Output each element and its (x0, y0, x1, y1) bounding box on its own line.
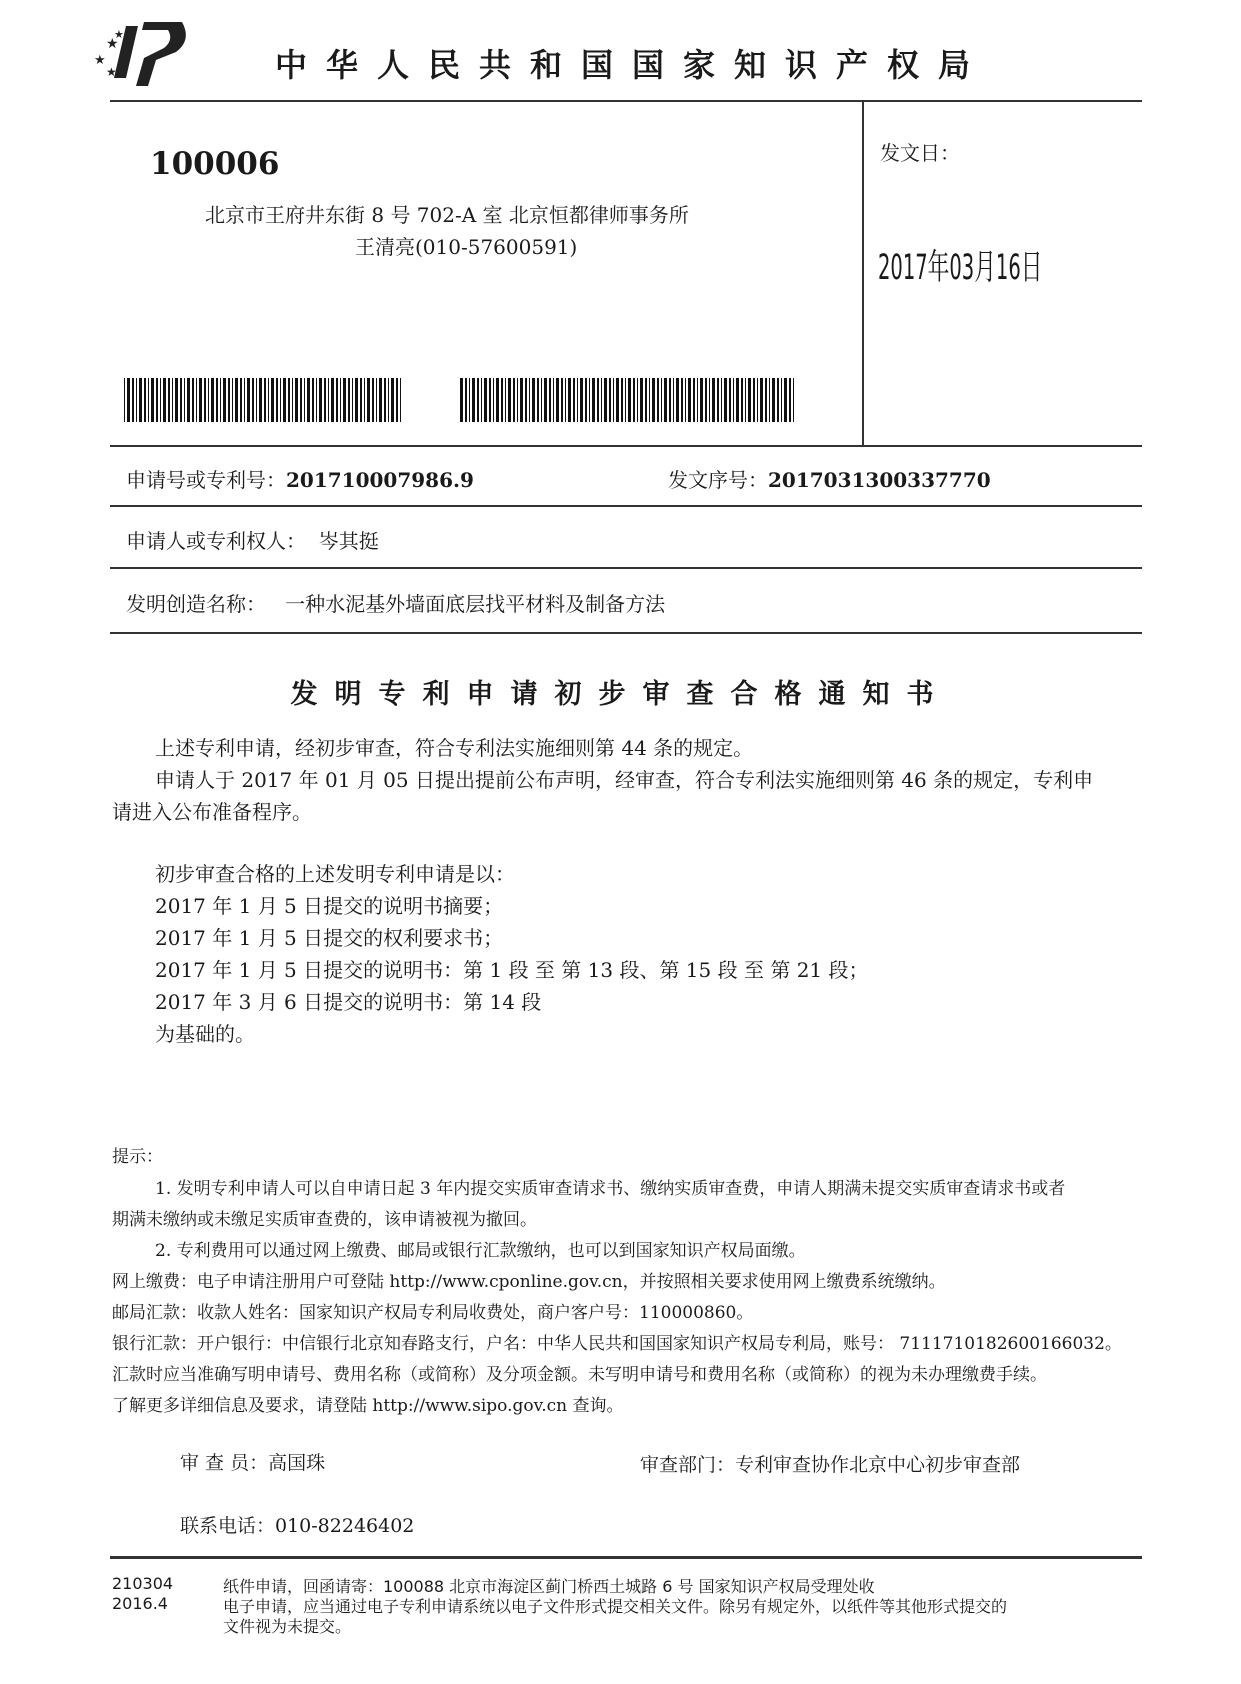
postcode: 100006 (150, 146, 280, 182)
note-1-line-1: 1. 发明专利申请人可以自申请日起 3 年内提交实质审查请求书、缴纳实质审查费，申请人期满未提交实质审查请求书或者 (155, 1179, 1066, 1199)
document-title: 发明专利申请初步审查合格通知书 (290, 679, 951, 710)
basis-item: 2017 年 3 月 6 日提交的说明书：第 14 段 (155, 990, 542, 1014)
row-divider (110, 505, 1142, 507)
note-more-info: 了解更多详细信息及要求，请登陆 http://www.sipo.gov.cn 查询。 (112, 1396, 624, 1416)
invention-title: 一种水泥基外墙面底层找平材料及制备方法 (285, 592, 666, 616)
barcode-right (460, 378, 795, 422)
sent-date-value: 2017年03月16日 (878, 248, 1043, 288)
note-bank-remittance: 银行汇款：开户银行：中信银行北京知春路支行，户名：中华人民共和国国家知识产权局专利局，账号： 7111710182600166032。 (112, 1334, 1122, 1354)
svg-text:★: ★ (106, 65, 117, 79)
recipient-contact: 王清亮(010-57600591) (355, 235, 578, 259)
sent-date-label: 发文日： (880, 141, 960, 165)
svg-text:★: ★ (106, 36, 119, 52)
serial-no-row (668, 464, 991, 493)
examining-department: 审查部门：专利审查协作北京中心初步审查部 (640, 1454, 1021, 1476)
footer-divider (110, 1556, 1142, 1559)
application-no-label: 申请号或专利号： (126, 468, 286, 492)
serial-no-label: 发文序号： (668, 468, 768, 492)
basis-outro: 为基础的。 (155, 1022, 255, 1046)
invention-row (126, 588, 665, 617)
body-paragraph-2-line-2: 请进入公布准备程序。 (112, 800, 312, 824)
barcode-left (124, 378, 402, 422)
form-version: 2016.4 (112, 1594, 168, 1613)
sipo-logo-icon (92, 18, 188, 88)
office-title: 中华人民共和国国家知识产权局 (275, 46, 990, 84)
note-remittance-instructions: 汇款时应当准确写明申请号、费用名称（或简称）及分项金额。未写明申请号和费用名称（或简称）的视为未办理缴费手续。 (112, 1365, 1047, 1385)
form-code: 210304 (112, 1574, 174, 1593)
applicant-label: 申请人或专利权人： (126, 529, 306, 553)
svg-text:★: ★ (114, 28, 124, 41)
note-online-payment: 网上缴费：电子申请注册用户可登陆 http://www.cponline.gov.cn，并按照相关要求使用网上缴费系统缴纳。 (112, 1272, 946, 1292)
note-1-line-2: 期满未缴纳或未缴足实质审查费的，该申请被视为撤回。 (112, 1210, 537, 1230)
basis-intro: 初步审查合格的上述发明专利申请是以： (155, 862, 515, 886)
body-paragraph-2-line-1: 申请人于 2017 年 01 月 05 日提出提前公布声明，经审查，符合专利法实施细则第 46 条的规定，专利申 (155, 768, 1094, 792)
application-no-row (126, 464, 474, 493)
serial-no: 2017031300337770 (768, 468, 991, 492)
applicant-row (126, 525, 379, 554)
application-no: 201710007986.9 (286, 468, 474, 492)
examiner: 审 查 员：高国珠 (180, 1452, 326, 1474)
date-column-divider (862, 100, 864, 445)
invention-label: 发明创造名称： (126, 592, 266, 616)
applicant: 岑其挺 (318, 529, 379, 553)
basis-item: 2017 年 1 月 5 日提交的权利要求书； (155, 926, 504, 950)
barcode-divider (110, 445, 1142, 447)
footer-line-3: 文件视为未提交。 (223, 1617, 352, 1636)
contact-phone: 联系电话：010-82246402 (180, 1515, 415, 1537)
note-post-remittance: 邮局汇款：收款人姓名：国家知识产权局专利局收费处，商户客户号：110000860。 (112, 1303, 754, 1323)
body-paragraph-1: 上述专利申请，经初步审查，符合专利法实施细则第 44 条的规定。 (155, 736, 754, 760)
basis-item: 2017 年 1 月 5 日提交的说明书：第 1 段 至 第 13 段、第 15 段 至 第 21 段； (155, 958, 869, 982)
note-2: 2. 专利费用可以通过网上缴费、邮局或银行汇款缴纳，也可以到国家知识产权局面缴。 (155, 1241, 806, 1261)
notes-heading: 提示： (112, 1147, 163, 1167)
footer-line-2: 电子申请，应当通过电子专利申请系统以电子文件形式提交相关文件。除另有规定外，以纸件等其他形式提交的 (223, 1597, 1008, 1616)
header-divider (110, 100, 1142, 102)
recipient-address: 北京市王府井东街 8 号 702-A 室 北京恒都律师事务所 (205, 203, 689, 227)
basis-item: 2017 年 1 月 5 日提交的说明书摘要； (155, 894, 504, 918)
row-divider (110, 632, 1142, 634)
row-divider (110, 567, 1142, 569)
footer-line-1: 纸件申请，回函请寄：100088 北京市海淀区蓟门桥西土城路 6 号 国家知识产权局受理处收 (223, 1577, 875, 1596)
svg-text:★: ★ (94, 53, 106, 68)
